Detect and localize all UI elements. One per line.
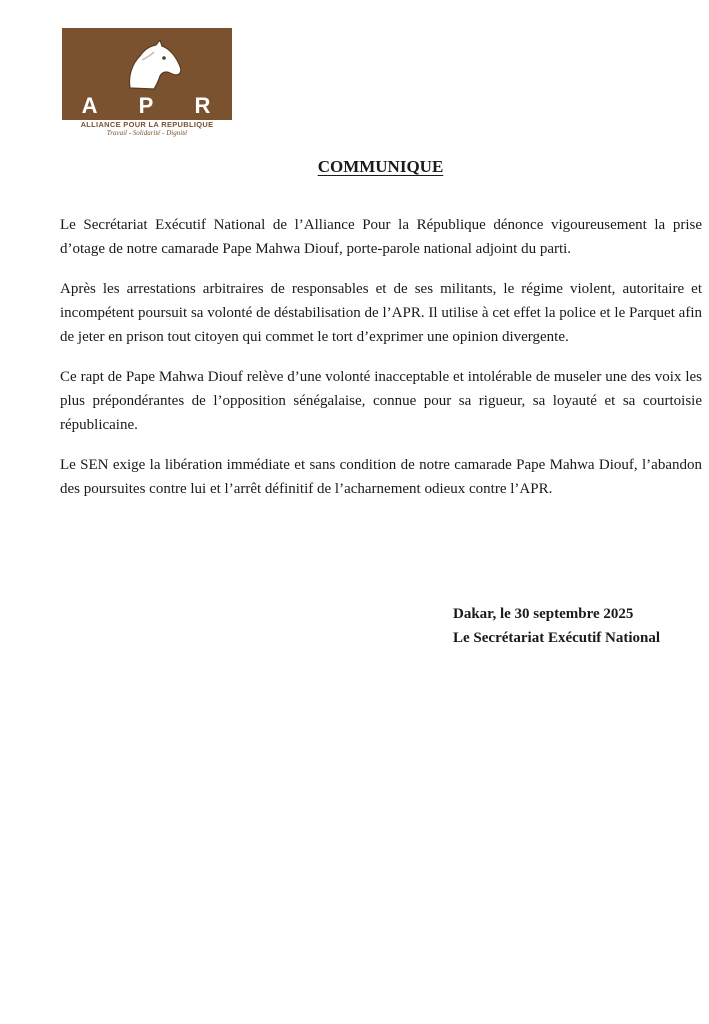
apr-logo — [62, 28, 232, 138]
apr-letters — [62, 94, 232, 118]
logo-brown-box — [62, 28, 232, 120]
apr-letter-r: R — [194, 93, 213, 118]
page-title: COMMUNIQUE — [317, 157, 444, 176]
paragraph-3: Ce rapt de Pape Mahwa Diouf relève d’une volonté inacceptable et intolérable de museler une des voix les plus prépondérantes de l’opposition sénégalaise, connue pour sa rigueur, sa loyauté et sa courtoisie républicaine. — [60, 369, 702, 433]
paragraph-4: Le SEN exige la libération immédiate et sans condition de notre camarade Pape Mahwa Diouf, l’abandon des poursuites contre lui et l’arrêt définitif de l’acharnement odieux contre l’APR. — [60, 457, 702, 497]
horse-head-icon — [102, 36, 192, 96]
party-motto: Travail - Solidarité - Dignité — [106, 129, 188, 137]
communique-body — [60, 213, 702, 517]
signature-block — [453, 602, 703, 650]
paragraph-2: Après les arrestations arbitraires de responsables et de ses militants, le régime violent, autoritaire et incompétent poursuit sa volonté de déstabilisation de l’APR. Il utilise à cet effet la police et le Parquet afin de jeter en prison tout citoyen qui commet le tort d’exprimer une opinion divergente. — [60, 281, 702, 345]
signatory: Le Secrétariat Exécutif National — [453, 630, 661, 646]
paragraph-1: Le Secrétariat Exécutif National de l’Alliance Pour la République dénonce vigoureusement la prise d’otage de notre camarade Pape Mahwa Diouf, porte-parole national adjoint du parti. — [60, 217, 702, 257]
apr-letter-a: A — [81, 93, 100, 118]
party-name: ALLIANCE POUR LA REPUBLIQUE — [80, 120, 214, 129]
place-date: Dakar, le 30 septembre 2025 — [453, 606, 634, 622]
apr-letter-p: P — [138, 93, 156, 118]
